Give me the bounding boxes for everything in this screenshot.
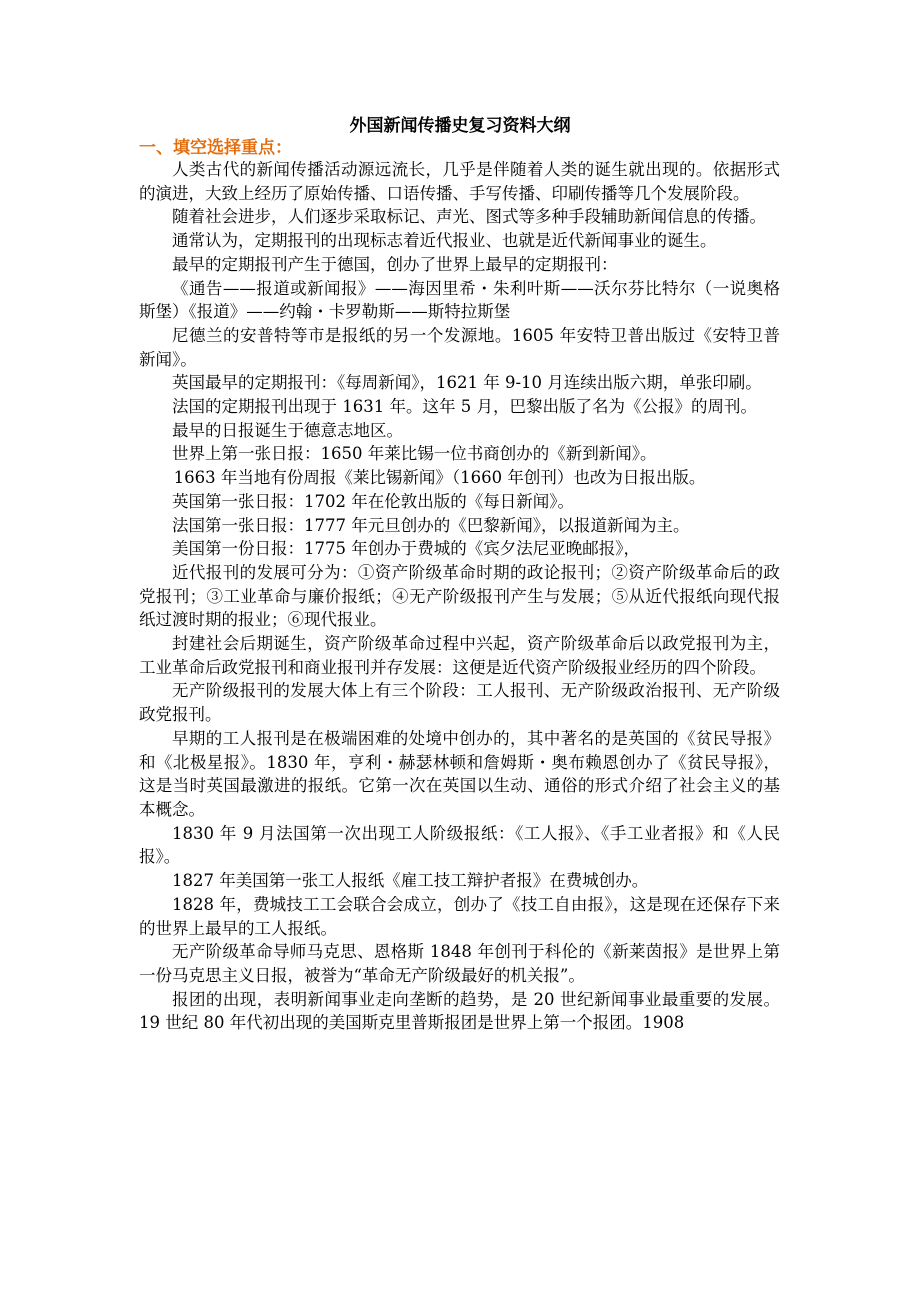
paragraph: 世界上第一张日报：1650 年莱比锡一位书商创办的《新到新闻》。: [172, 444, 657, 464]
paragraph: 无产阶级报刊的发展大体上有三个阶段：工人报刊、无产阶级政治报刊、无产阶级政党报刊。: [139, 681, 780, 725]
paragraph: 无产阶级革命导师马克思、恩格斯 1848 年创刊于科伦的《新莱茵报》是世界上第一份马克思主义日报，被誉为“革命无产阶级最好的机关报”。: [139, 942, 780, 985]
paragraph: 1830 年 9 月法国第一次出现工人阶级报纸：《工人报》、《手工业者报》和《人民报》。: [139, 823, 780, 867]
paragraph: 报团的出现，表明新闻事业走向垄断的趋势，是 20 世纪新闻事业最重要的发展。19 世纪 80 年代初出现的美国斯克里普斯报团是世界上第一个报团。1908: [139, 989, 780, 1033]
paragraph: 美国第一份日报：1775 年创办于费城的《宾夕法尼亚晚邮报》，: [172, 539, 640, 559]
paragraph: 早期的工人报刊是在极端困难的处境中创办的，其中著名的是英国的《贫民导报》和《北极星报》。1830 年，亨利・赫瑟林顿和詹姆斯・奥布赖恩创办了《贫民导报》，这是当时英国最激进的报纸。它第一次在英国以生动、通俗的形式介绍了社会主义的基本概念。: [139, 728, 780, 819]
document-body: [139, 158, 780, 1035]
paragraph: 1827 年美国第一张工人报纸《雇工技工辩护者报》在费城创办。: [172, 871, 649, 891]
paragraph: 封建社会后期诞生，资产阶级革命过程中兴起，资产阶级革命后以政党报刊为主，工业革命后政党报刊和商业报刊并存发展：这便是近代资产阶级报业经历的四个阶段。: [139, 634, 780, 677]
document-title: 外国新闻传播史复习资料大纲: [349, 116, 571, 136]
paragraph: 人类古代的新闻传播活动源远流长，几乎是伴随着人类的诞生就出现的。依据形式的演进，大致上经历了原始传播、口语传播、手写传播、印刷传播等几个发展阶段。: [139, 160, 780, 203]
paragraph: 法国第一张日报：1777 年元旦创办的《巴黎新闻》，以报道新闻为主。: [172, 515, 690, 535]
paragraph: 《通告——报道或新闻报》——海因里希・朱利叶斯——沃尔芬比特尔（一说奥格斯堡）《报道》——约翰・卡罗勒斯——斯特拉斯堡: [139, 278, 780, 322]
paragraph: 法国的定期报刊出现于 1631 年。这年 5 月，巴黎出版了名为《公报》的周刊。: [172, 397, 757, 417]
paragraph: 随着社会进步，人们逐步采取标记、声光、图式等多种手段辅助新闻信息的传播。: [172, 207, 766, 227]
paragraph: 尼德兰的安普特等市是报纸的另一个发源地。1605 年安特卫普出版过《安特卫普新闻》。: [139, 325, 780, 369]
paragraph: 最早的日报诞生于德意志地区。: [172, 420, 403, 440]
paragraph: 1828 年，费城技工工会联合会成立，创办了《技工自由报》，这是现在还保存下来的世界上最早的工人报纸。: [139, 894, 780, 938]
section-heading: 一、填空选择重点：: [139, 138, 292, 158]
paragraph: 英国最早的定期报刊：《每周新闻》，1621 年 9-10 月连续出版六期，单张印刷。: [172, 373, 762, 393]
paragraph: 英国第一张日报：1702 年在伦敦出版的《每日新闻》。: [172, 491, 574, 511]
paragraph: 最早的定期报刊产生于德国，创办了世界上最早的定期报刊：: [172, 254, 618, 274]
paragraph: 1663 年当地有份周报《莱比锡新闻》（1660 年创刊）也改为日报出版。: [173, 468, 706, 488]
paragraph: 近代报刊的发展可分为：①资产阶级革命时期的政论报刊；②资产阶级革命后的政党报刊；③工业革命与廉价报纸；④无产阶级报刊产生与发展；⑤从近代报纸向现代报纸过渡时期的报业；⑥现代报业。: [139, 562, 780, 630]
paragraph: 通常认为，定期报刊的出现标志着近代报业、也就是近代新闻事业的诞生。: [172, 231, 717, 251]
